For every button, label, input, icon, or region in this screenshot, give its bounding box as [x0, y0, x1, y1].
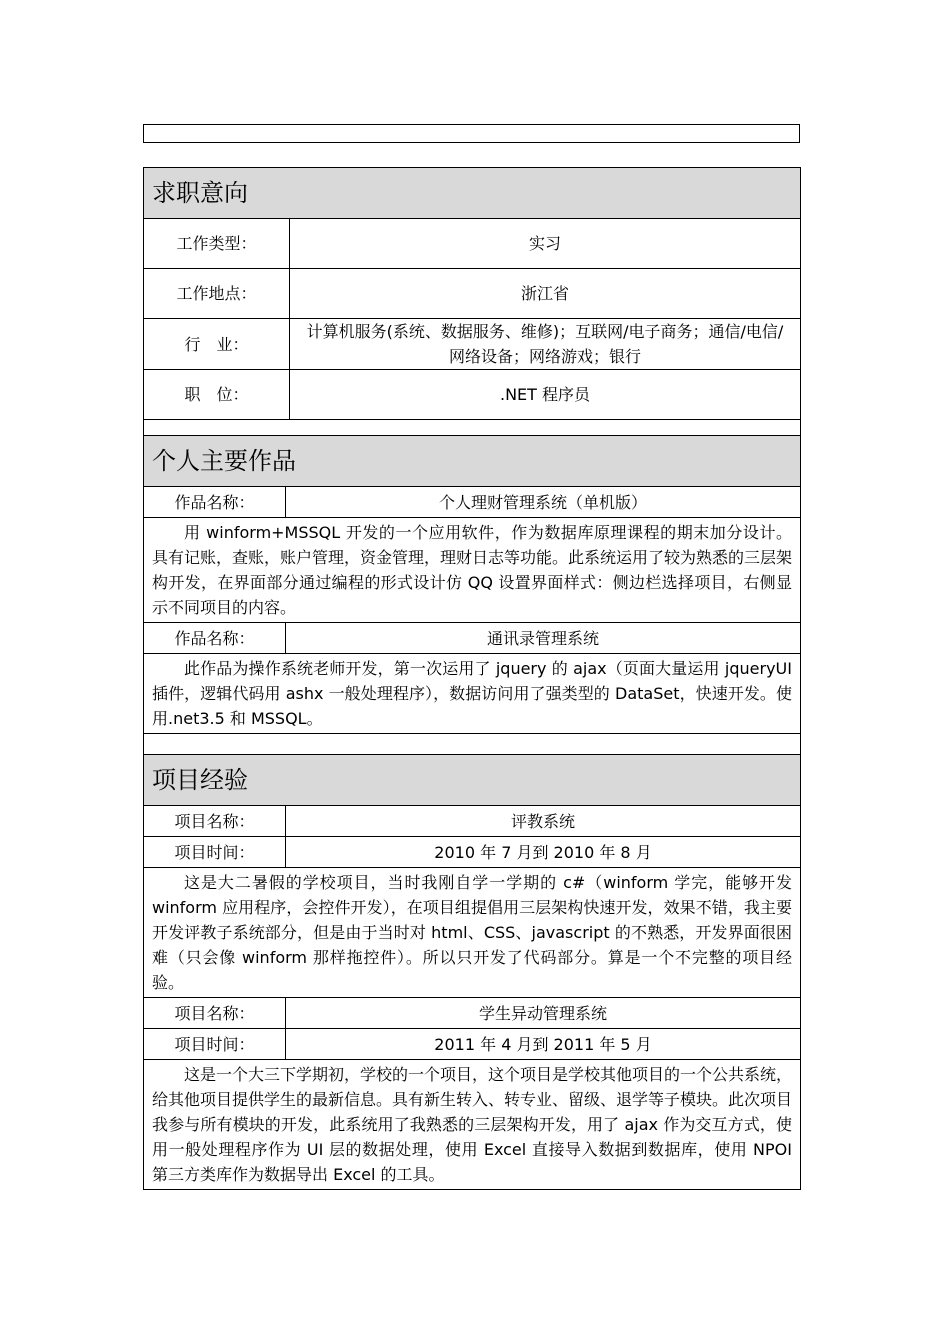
- work-1-name: 个人理财管理系统（单机版）: [286, 487, 801, 518]
- work-1-description: 用 winform+MSSQL 开发的一个应用软件，作为数据库原理课程的期末加分设计。具有记账，查账，账户管理，资金管理，理财日志等功能。此系统运用了较为熟悉的三层架构开发，在界面部分通过编程的形式设计仿 QQ 设置界面样式：侧边栏选择项目，右侧显示不同项目的内容。: [144, 518, 801, 623]
- projects-table: [143, 754, 801, 1190]
- job-type-label: 工作类型：: [144, 219, 290, 269]
- project-1-name: 评教系统: [286, 806, 801, 837]
- project-1-description: 这是大二暑假的学校项目，当时我刚自学一学期的 c#（winform 学完，能够开发 winform 应用程序，会控件开发），在项目组提倡用三层架构快速开发，效果不错，我主要开发评教子系统部分，但是由于当时对 html、CSS、javascript 的不熟悉，开发界面很困难（只会像 winform 那样拖控件）。所以只开发了代码部分。算是一个不完整的项目经验。: [144, 868, 801, 998]
- projects-heading: 项目经验: [144, 755, 801, 806]
- job-intent-table: [143, 167, 801, 438]
- project-2-name-label: 项目名称：: [144, 998, 286, 1029]
- project-2-time: 2011 年 4 月到 2011 年 5 月: [286, 1029, 801, 1060]
- job-type-value: 实习: [290, 219, 801, 269]
- project-1-name-label: 项目名称：: [144, 806, 286, 837]
- industry-label: 行 业：: [144, 319, 290, 370]
- position-label: 职 位：: [144, 370, 290, 420]
- project-2-time-label: 项目时间：: [144, 1029, 286, 1060]
- empty-header-box: [143, 124, 800, 143]
- work-1-label: 作品名称：: [144, 487, 286, 518]
- work-2-description: 此作品为操作系统老师开发，第一次运用了 jquery 的 ajax（页面大量运用 jqueryUI 插件，逻辑代码用 ashx 一般处理程序），数据访问用了强类型的 DataSet，快速开发。使用.net3.5 和 MSSQL。: [144, 654, 801, 734]
- works-table: [143, 435, 801, 762]
- position-value: .NET 程序员: [290, 370, 801, 420]
- job-intent-heading: 求职意向: [144, 168, 801, 219]
- work-2-name: 通讯录管理系统: [286, 623, 801, 654]
- project-2-name: 学生异动管理系统: [286, 998, 801, 1029]
- project-1-time: 2010 年 7 月到 2010 年 8 月: [286, 837, 801, 868]
- works-heading: 个人主要作品: [144, 436, 801, 487]
- industry-value: 计算机服务(系统、数据服务、维修)；互联网/电子商务；通信/电信/网络设备；网络游戏；银行: [290, 319, 801, 370]
- project-1-time-label: 项目时间：: [144, 837, 286, 868]
- project-2-description: 这是一个大三下学期初，学校的一个项目，这个项目是学校其他项目的一个公共系统，给其他项目提供学生的最新信息。具有新生转入、转专业、留级、退学等子模块。此次项目我参与所有模块的开发，此系统用了我熟悉的三层架构开发，用了 ajax 作为交互方式，使用一般处理程序作为 UI 层的数据处理，使用 Excel 直接导入数据到数据库，使用 NPOI 第三方类库作为数据导出 Excel 的工具。: [144, 1060, 801, 1190]
- job-location-label: 工作地点：: [144, 269, 290, 319]
- work-2-label: 作品名称：: [144, 623, 286, 654]
- job-location-value: 浙江省: [290, 269, 801, 319]
